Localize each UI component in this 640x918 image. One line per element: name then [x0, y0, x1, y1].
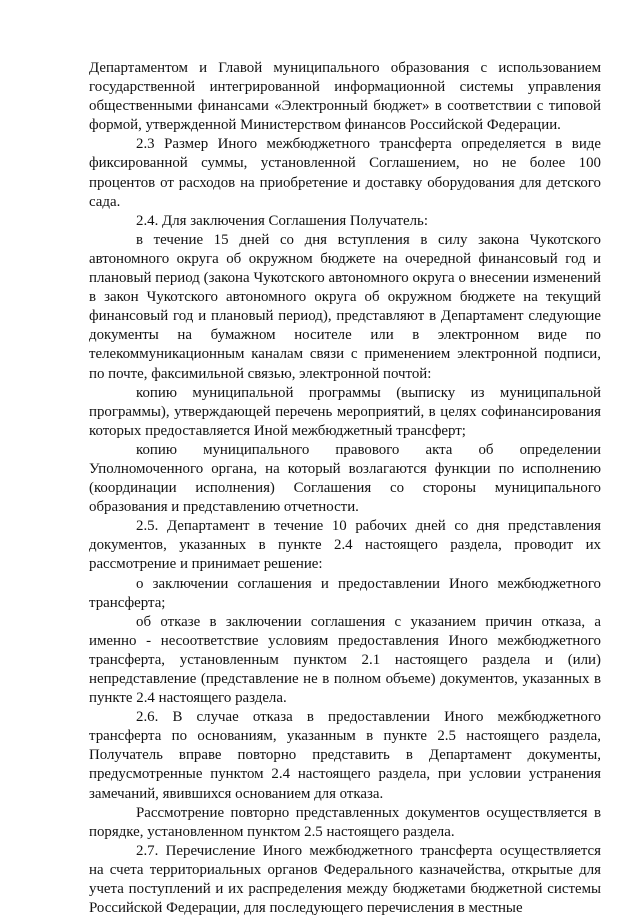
- document-page: [89, 59, 601, 918]
- paragraph-2-6-resubmission: Рассмотрение повторно представленных документов осуществляется в порядке, установленном пунктом 2.5 настоящего раздела.: [89, 804, 601, 840]
- paragraph-2-5-refusal: об отказе в заключении соглашения с указанием причин отказа, а именно - несоответствие условиям предоставления Иного межбюджетного трансферта, установленным пунктом 2.1 настоящего раздела и (или) непредставление (представление не в полном объеме) документов, указанных в пункте 2.4 настоящего раздела.: [89, 613, 601, 707]
- paragraph-intro: Департаментом и Главой муниципального образования с использованием государственной интегрированной информационной системы управления общественными финансами «Электронный бюджет» в соответствии с типовой формой, утвержденной Министерством финансов Российской Федерации.: [89, 60, 601, 134]
- paragraph-2-7: 2.7. Перечисление Иного межбюджетного трансферта осуществляется на счета территориальных органов Федерального казначейства, открытые для учета поступлений и их распределения между бюджетами бюджетной системы Российской Федерации, для последующего перечисления в местные: [89, 842, 601, 917]
- paragraph-2-4-legal-act-copy: копию муниципального правового акта об определении Уполномоченного органа, на который возлагаются функции по исполнению (координации исполнения) Соглашения со стороны муниципального образования и представлению отчетности.: [89, 441, 601, 516]
- paragraph-2-5: 2.5. Департамент в течение 10 рабочих дней со дня представления документов, указанных в пункте 2.4 настоящего раздела, проводит их рассмотрение и принимает решение:: [89, 518, 601, 573]
- paragraph-2-4-deadline: в течение 15 дней со дня вступления в силу закона Чукотского автономного округа об окружном бюджете на очередной финансовый год и плановый период (закона Чукотского автономного округа о внесении изменений в закон Чукотского автономного округа об окружном бюджете на текущий финансовый год и плановый период), представляют в Департамент следующие документы на бумажном носителе или в электронном виде по телекоммуникационным каналам связи с применением электронной подписи, по почте, факсимильной связью, электронной почтой:: [89, 231, 601, 382]
- paragraph-2-4: 2.4. Для заключения Соглашения Получатель:: [136, 212, 428, 229]
- paragraph-2-5-approval: о заключении соглашения и предоставлении Иного межбюджетного трансферта;: [89, 575, 601, 611]
- paragraph-2-6: 2.6. В случае отказа в предоставлении Иного межбюджетного трансферта по основаниям, указанным в пункте 2.5 настоящего раздела, Получатель вправе повторно представить в Департамент документы, предусмотренные пунктом 2.4 настоящего раздела, при условии устранения замечаний, явившихся основанием для отказа.: [89, 709, 601, 802]
- paragraph-2-4-program-copy: копию муниципальной программы (выписку из муниципальной программы), утверждающей перечень мероприятий, в целях софинансирования которых предоставляется Иной межбюджетный трансферт;: [89, 384, 601, 439]
- paragraph-2-3: 2.3 Размер Иного межбюджетного трансферта определяется в виде фиксированной суммы, установленной Соглашением, но не более 100 процентов от расходов на приобретение и доставку оборудования для детского сада.: [89, 136, 601, 210]
